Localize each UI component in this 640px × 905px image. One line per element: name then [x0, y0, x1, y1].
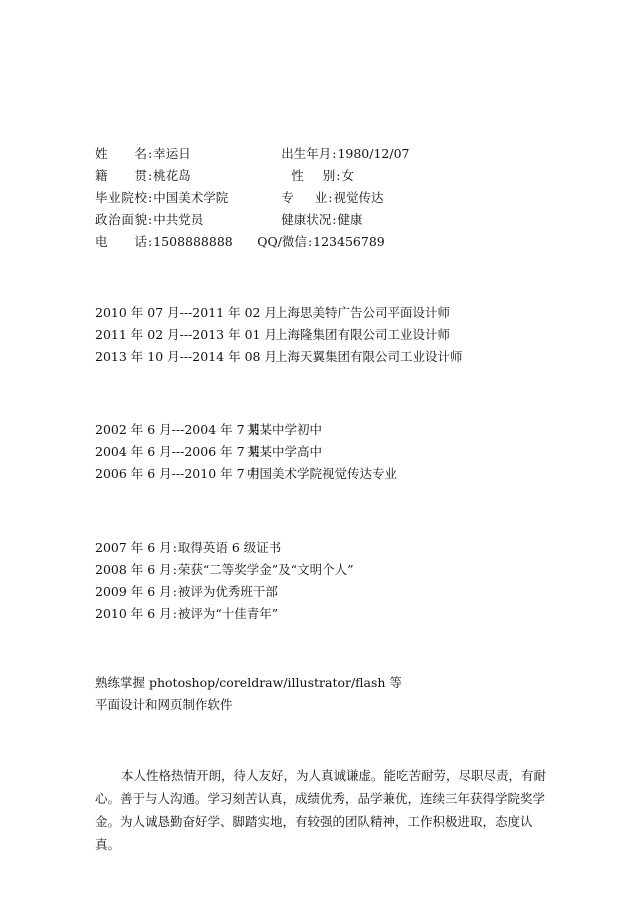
value-political: 中共党员: [153, 212, 204, 227]
experience-period: 2010 年 07 月---2011 年 02 月: [95, 305, 277, 320]
experience-period: 2013 年 10 月---2014 年 08 月: [95, 349, 277, 364]
award-item: 2009 年 6 月:被评为优秀班干部: [95, 584, 278, 599]
value-qq: 123456789: [313, 234, 385, 249]
value-health: 健康: [337, 212, 363, 227]
value-major: 视觉传达: [333, 190, 384, 205]
value-school: 中国美术学院: [153, 190, 229, 205]
education-item: [95, 444, 322, 460]
label-birth: 出生年月: [281, 146, 332, 161]
experience-desc: 上海隆集团有限公司工业设计师: [275, 327, 451, 342]
skills-line: 熟练掌握 photoshop/coreldraw/illustrator/flash 等: [95, 675, 402, 690]
info-row-school: 毕业院校:中国美术学院 专业:视觉传达: [95, 190, 384, 205]
award-desc: 被评为优秀班干部: [177, 584, 278, 599]
experience-period: 2011 年 02 月---2013 年 01 月: [95, 327, 277, 342]
value-birth: 1980/12/07: [337, 146, 410, 161]
education-desc: 某某中学初中: [247, 422, 323, 437]
experience-item: [95, 349, 463, 365]
label-health: 健康状况: [281, 212, 332, 227]
label-school: 毕业院校: [95, 190, 147, 205]
education-item: [95, 466, 397, 482]
award-date: 2008 年 6 月: [95, 562, 172, 577]
skills-line: 平面设计和网页制作软件: [95, 697, 233, 712]
self-evaluation-paragraph: 本人性格热情开朗，待人友好，为人真诚谦虚。能吃苦耐劳，尽职尽责，有耐心。善于与人沟通。学习刻苦认真，成绩优秀，品学兼优，连续三年获得学院奖学金。为人诚恳勤奋好学、脚踏实地，有较强的团队精神，工作积极进取，态度认真。: [95, 768, 547, 852]
value-name: 幸运日: [153, 146, 191, 161]
label-political: 政治面貌: [95, 212, 147, 227]
experience-item: [95, 305, 450, 321]
award-date: 2007 年 6 月: [95, 540, 172, 555]
award-item: 2010 年 6 月:被评为“十佳青年”: [95, 606, 279, 621]
award-desc: 被评为“十佳青年”: [177, 606, 279, 621]
education-item: [95, 422, 322, 438]
label-major: 专业: [281, 190, 328, 205]
value-origin: 桃花岛: [153, 168, 191, 183]
info-row-phone: 电话:1508888888 QQ/微信:123456789: [95, 234, 385, 249]
award-item: 2008 年 6 月:荣获“二等奖学金”及“文明个人”: [95, 562, 354, 577]
award-desc: 荣获“二等奖学金”及“文明个人”: [177, 562, 354, 577]
education-period: 2006 年 6 月---2010 年 7 月: [95, 466, 262, 481]
award-desc: 取得英语 6 级证书: [177, 540, 282, 555]
value-gender: 女: [341, 168, 354, 183]
label-gender: 性别: [291, 168, 336, 183]
award-date: 2009 年 6 月: [95, 584, 172, 599]
info-row-origin: 籍贯:桃花岛 性别:女: [95, 168, 354, 183]
experience-desc: 上海思美特广告公司平面设计师: [275, 305, 451, 320]
award-date: 2010 年 6 月: [95, 606, 172, 621]
education-desc: 某某中学高中: [247, 444, 323, 459]
label-qq: QQ/微信: [257, 234, 307, 249]
experience-item: [95, 327, 450, 343]
label-name: 姓名: [95, 146, 147, 161]
label-phone: 电话: [95, 234, 147, 249]
value-phone: 1508888888: [153, 234, 233, 249]
award-item: 2007 年 6 月:取得英语 6 级证书: [95, 540, 282, 555]
label-origin: 籍贯: [95, 168, 147, 183]
experience-desc: 上海天翼集团有限公司工业设计师: [275, 349, 463, 364]
education-desc: 中国美术学院视觉传达专业: [247, 466, 398, 481]
info-row-name: 姓名:幸运日 出生年月:1980/12/07: [95, 146, 410, 161]
info-row-political: 政治面貌:中共党员 健康状况:健康: [95, 212, 363, 227]
education-period: 2002 年 6 月---2004 年 7 月: [95, 422, 262, 437]
education-period: 2004 年 6 月---2006 年 7 月: [95, 444, 262, 459]
